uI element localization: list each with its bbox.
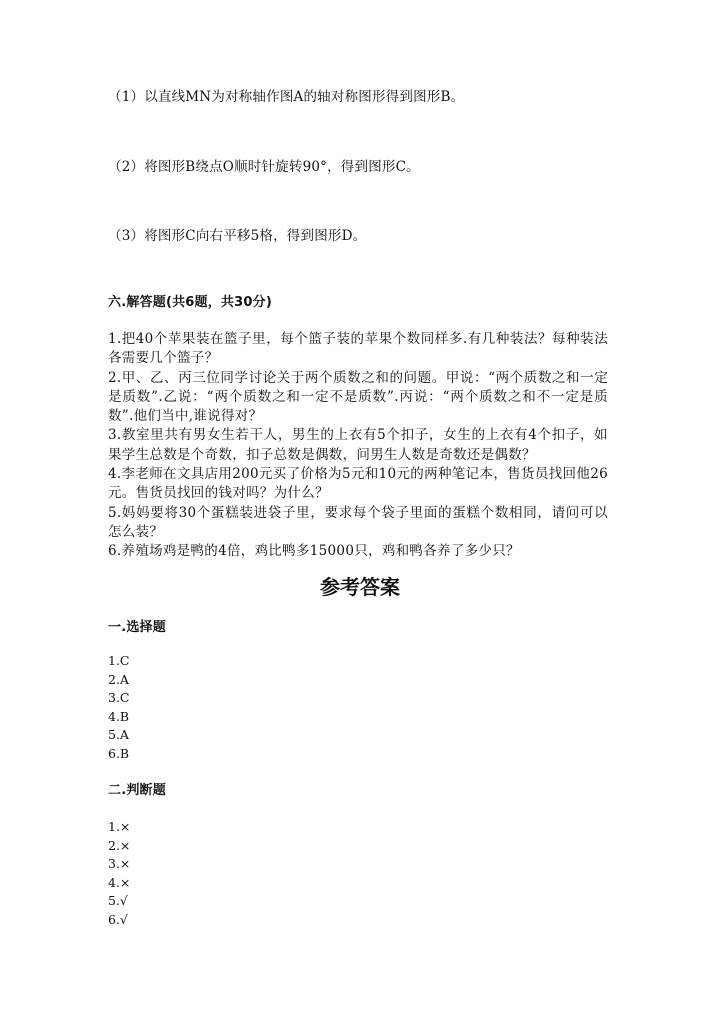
section6-questions	[108, 330, 608, 562]
answers-section2-list	[108, 818, 130, 930]
answers-section2-title: 二.判断题	[108, 783, 166, 798]
answer-item: 1.C	[108, 653, 130, 668]
question-3: 3.教室里共有男女生若干人，男生的上衣有5个扣子，女生的上衣有4个扣子，如果学生总数是个奇数，扣子总数是偶数，问男生人数是奇数还是偶数？	[108, 427, 608, 463]
question-2: 2.甲、乙、丙三位同学讨论关于两个质数之和的问题。甲说：“两个质数之和一定是质数”.乙说：“两个质数之和一定不是质数”.丙说：“两个质数之和不一定是质数”.他们当中,谁说得对？	[108, 369, 608, 425]
question-6: 6.养殖场鸡是鸭的4倍，鸡比鸭多15000只，鸡和鸭各养了多少只？	[108, 543, 520, 560]
question-4: 4.李老师在文具店用200元买了价格为5元和10元的两种笔记本，售货员找回他26元。售货员找回的钱对吗？为什么？	[108, 466, 608, 502]
answer-item: 2.×	[108, 837, 131, 853]
step-1: （1）以直线MN为对称轴作图A的轴对称图形得到图形B。	[108, 89, 465, 105]
section6-title: 六.解答题(共6题，共30分)	[108, 295, 272, 310]
answer-item: 5.√	[108, 893, 128, 909]
answer-item: 1.×	[108, 819, 131, 834]
answer-item: 6.B	[108, 745, 130, 761]
question-1: 1.把40个苹果装在篮子里，每个篮子装的苹果个数同样多.有几种装法？每种装法各需要几个篮子？	[108, 331, 608, 367]
answers-title: 参考答案	[320, 575, 400, 599]
step-3: （3）将图形C向右平移5格，得到图形D。	[108, 228, 367, 244]
answer-item: 3.×	[108, 856, 131, 872]
answer-item: 2.A	[108, 671, 129, 687]
answer-item: 6.√	[108, 911, 128, 927]
answer-item: 3.C	[108, 690, 130, 706]
question-5: 5.妈妈要将30个蛋糕装进袋子里，要求每个袋子里面的蛋糕个数相同，请问可以怎么装？	[108, 504, 608, 540]
step-2: （2）将图形B绕点O顺时针旋转90°，得到图形C。	[108, 159, 420, 175]
answer-item: 5.A	[108, 727, 129, 743]
answers-section1-list	[108, 652, 130, 764]
answer-item: 4.×	[108, 874, 131, 890]
answer-item: 4.B	[108, 708, 130, 724]
answers-section1-title: 一.选择题	[108, 620, 166, 635]
